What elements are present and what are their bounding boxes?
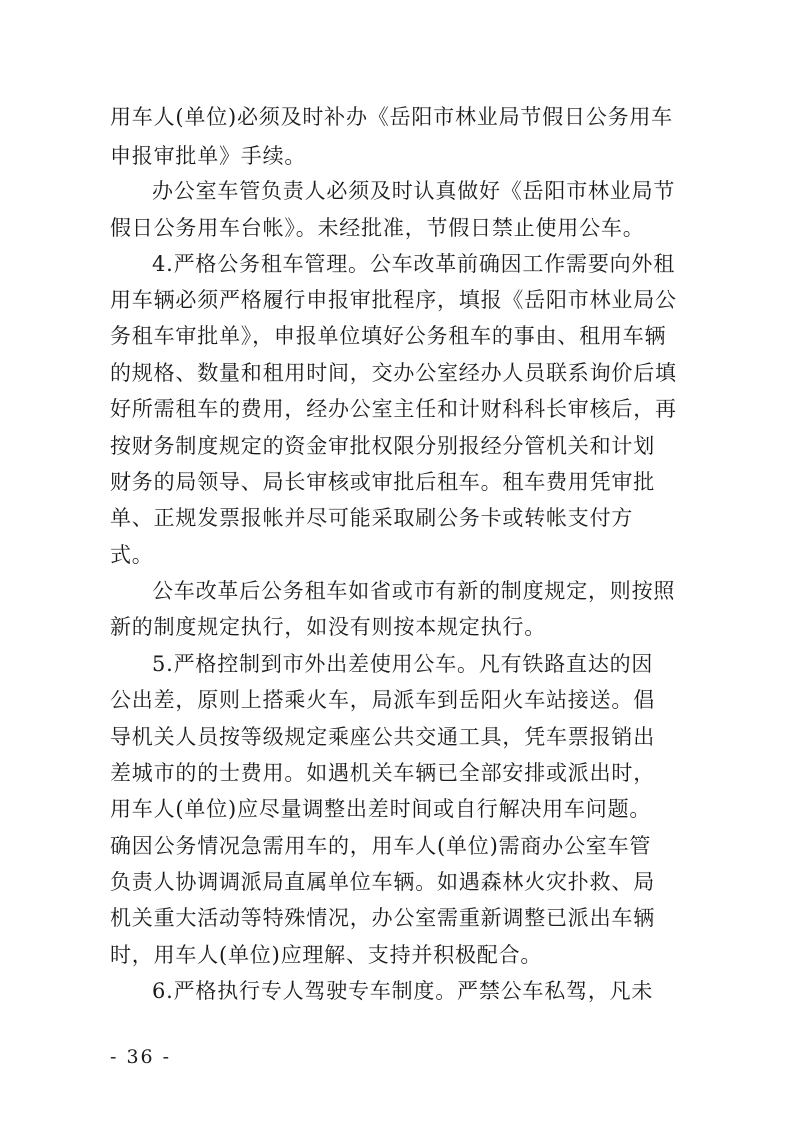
text-line: 用车人(单位)应尽量调整出差时间或自行解决用车问题。 [110, 797, 652, 821]
text-line: 5.严格控制到市外出差使用公车。凡有铁路直达的因 [152, 652, 654, 676]
text-line: 时，用车人(单位)应理解、支持并积极配合。 [110, 943, 543, 967]
text-line: 确因公务情况急需用车的，用车人(单位)需商办公室车管 [110, 834, 652, 858]
text-line: 假日公务用车台帐》。未经批准，节假日禁止使用公车。 [110, 216, 645, 240]
text-line: 新的制度规定执行，如没有则按本规定执行。 [110, 615, 546, 639]
text-line: 用车辆必须严格履行申报审批程序，填报《岳阳市林业局公 [110, 288, 677, 312]
text-line: 公出差，原则上搭乘火车，局派车到岳阳火车站接送。倡 [110, 688, 655, 712]
text-line: 务租车审批单》，申报单位填好公务租车的事由、租用车辆 [110, 324, 667, 348]
text-line: 式。 [110, 543, 154, 567]
text-line: 的规格、数量和租用时间，交办公室经办人员联系询价后填 [110, 361, 677, 385]
text-line: 4.严格公务租车管理。公车改革前确因工作需要向外租 [152, 252, 676, 276]
text-line: 公车改革后公务租车如省或市有新的制度规定，则按照 [152, 579, 676, 603]
text-line: 按财务制度规定的资金审批权限分别报经分管机关和计划 [110, 434, 655, 458]
page-number: - 36 - [110, 1046, 172, 1068]
text-line: 财务的局领导、局长审核或审批后租车。租车费用凭审批 [110, 470, 655, 494]
text-line: 好所需租车的费用，经办公室主任和计财科科长审核后，再 [110, 397, 677, 421]
text-line: 申报审批单》手续。 [110, 144, 307, 168]
text-line: 机关重大活动等特殊情况，办公室需重新调整已派出车辆 [110, 906, 655, 930]
text-line: 单、正规发票报帐并尽可能采取刷公务卡或转帐支付方 [110, 506, 634, 530]
text-line: 办公室车管负责人必须及时认真做好《岳阳市林业局节 [152, 179, 676, 203]
text-line: 导机关人员按等级规定乘座公共交通工具，凭车票报销出 [110, 725, 655, 749]
text-line: 负责人协调调派局直属单位车辆。如遇森林火灾扑救、局 [110, 870, 655, 894]
text-line: 用车人(单位)必须及时补办《岳阳市林业局节假日公务用车 [110, 105, 673, 129]
text-line: 6.严格执行专人驾驶专车制度。严禁公车私驾，凡未 [152, 979, 654, 1003]
text-line: 差城市的的士费用。如遇机关车辆已全部安排或派出时， [110, 761, 655, 785]
